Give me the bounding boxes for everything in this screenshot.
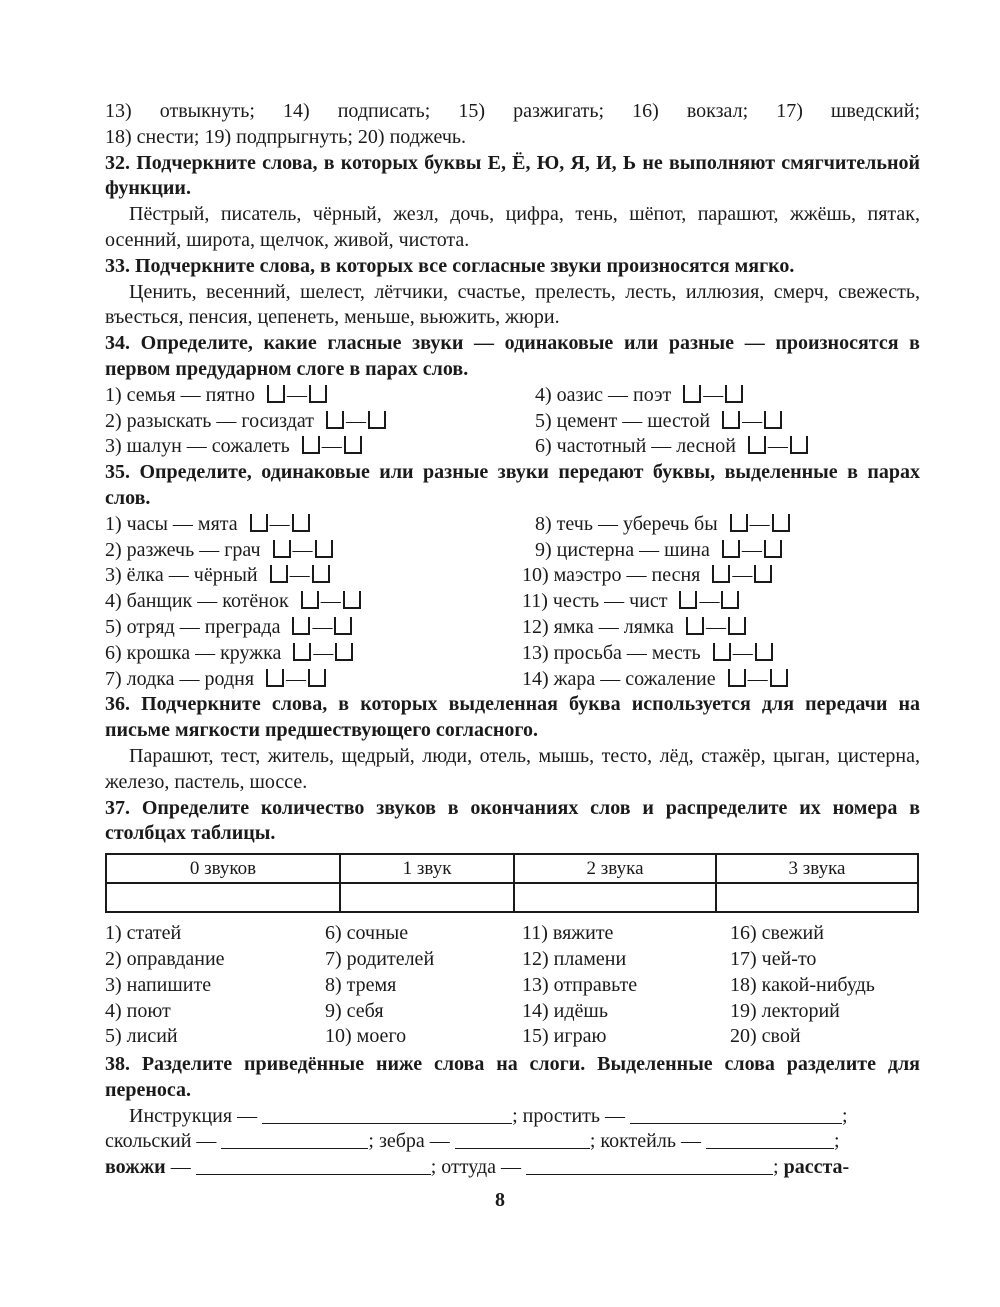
pair-text: 9) цистерна — шина — [535, 538, 710, 561]
pair-text: 2) разыскать — госиздат — [105, 409, 314, 432]
exercise-34-items — [105, 383, 920, 460]
answer-box[interactable] — [728, 617, 746, 635]
answer-box[interactable] — [270, 565, 288, 583]
pair-text: 12) ямка — лямка — [522, 615, 674, 638]
exercise-32-title: 32. Подчеркните слова, в которых буквы Е, Ё, Ю, Я, И, Ь не выполняют смягчительной функции. — [105, 151, 920, 200]
pair-row — [105, 641, 920, 667]
word-item: 19) лекторий — [730, 999, 840, 1022]
pair-text: 4) банщик — котёнок — [105, 590, 289, 613]
answer-box[interactable] — [725, 385, 743, 403]
pair-row — [105, 512, 920, 538]
word-row — [105, 999, 920, 1025]
exercise-35-title: 35. Определите, одинаковые или разные звуки передают буквы, выделенные в парах слов. — [105, 461, 920, 509]
word-pair: 6) крошка — кружка — — [105, 641, 535, 667]
answer-box[interactable] — [292, 514, 310, 532]
answer-blank[interactable] — [706, 1130, 834, 1149]
table-header: 0 звуков — [106, 854, 340, 883]
table-answer-cell[interactable] — [340, 883, 514, 912]
word-pair: 10) маэстро — песня — — [522, 563, 774, 589]
word-pair: 6) частотный — лесной — — [535, 434, 810, 460]
word-pair: 1) часы — мята — — [105, 512, 535, 538]
exercise-33-title: 33. Подчеркните слова, в которых все согласные звуки произносятся мягко. — [105, 254, 795, 277]
answer-box[interactable] — [308, 669, 326, 687]
answer-box[interactable] — [250, 514, 268, 532]
word-pair: 7) лодка — родня — — [105, 667, 535, 693]
pair-row — [105, 667, 920, 693]
pair-text: 8) течь — уберечь бы — [535, 512, 718, 535]
answer-box[interactable] — [293, 643, 311, 661]
pair-row — [105, 409, 920, 435]
answer-box[interactable] — [686, 617, 704, 635]
word-row — [105, 947, 920, 973]
pair-row — [105, 589, 920, 615]
word-pair: 13) просьба — месть — — [522, 641, 775, 667]
exercise-37-words — [105, 921, 920, 1050]
word-pair: 2) разжечь — грач — — [105, 538, 535, 564]
pair-text: 14) жара — сожаление — [522, 667, 716, 690]
answer-box[interactable] — [748, 436, 766, 454]
answer-table — [105, 853, 919, 913]
word-pair: 3) шалун — сожалеть — — [105, 434, 535, 460]
word-item: 17) чей-то — [730, 947, 817, 970]
answer-box[interactable] — [728, 669, 746, 687]
pair-row — [105, 383, 920, 409]
pair-text: 5) цемент — шестой — [535, 409, 711, 432]
answer-box[interactable] — [721, 591, 739, 609]
answer-box[interactable] — [334, 617, 352, 635]
word-pair: 4) оазис — поэт — — [535, 383, 745, 409]
pair-text: 5) отряд — преграда — [105, 615, 281, 638]
answer-box[interactable] — [754, 565, 772, 583]
answer-blank[interactable] — [630, 1105, 842, 1124]
exercise-34-title: 34. Определите, какие гласные звуки — одинаковые или разные — произносятся в первом предударном слоге в парах слов. — [105, 332, 920, 380]
word-item: 7) родителей — [325, 947, 435, 970]
word-pair: 8) течь — уберечь бы — — [535, 512, 792, 538]
word-item: 1) статей — [105, 922, 182, 945]
word-row — [105, 921, 920, 947]
answer-box[interactable] — [312, 565, 330, 583]
word-pair: 5) отряд — преграда — — [105, 615, 535, 641]
table-answer-cell[interactable] — [106, 883, 340, 912]
pair-row — [105, 615, 920, 641]
answer-box[interactable] — [302, 436, 320, 454]
word-item: 12) пламени — [522, 947, 627, 970]
word-item: 20) свой — [730, 1025, 801, 1048]
answer-box[interactable] — [713, 643, 731, 661]
pair-row — [105, 538, 920, 564]
fill-line: скольский — ; зебра — ; коктейль — ; — [105, 1130, 840, 1153]
pair-text: 6) частотный — лесной — [535, 435, 736, 458]
word-item: 13) отправьте — [522, 973, 638, 996]
answer-box[interactable] — [712, 565, 730, 583]
fill-line: вожжи — ; оттуда — ; расста- — [105, 1156, 850, 1179]
answer-box[interactable] — [315, 540, 333, 558]
exercise-36-title: 36. Подчеркните слова, в которых выделенная буква используется для передачи на письме мягкости предшествующего согласного. — [105, 693, 920, 742]
word-item: 16) свежий — [730, 922, 824, 945]
answer-box[interactable] — [368, 411, 386, 429]
word-item: 4) поют — [105, 999, 171, 1022]
pair-text: 6) крошка — кружка — [105, 641, 282, 664]
table-answer-cell[interactable] — [716, 883, 918, 912]
exercise-32-text: Пёстрый, писатель, чёрный, жезл, дочь, цифра, тень, шёпот, парашют, жжёшь, пятак, осенний, широта, щелчок, живой, чистота. — [105, 203, 920, 251]
answer-box[interactable] — [770, 669, 788, 687]
answer-blank[interactable] — [262, 1105, 512, 1124]
answer-box[interactable] — [772, 514, 790, 532]
word-pair: 4) банщик — котёнок — — [105, 589, 535, 615]
answer-blank[interactable] — [221, 1130, 368, 1149]
word-item: 14) идёшь — [522, 999, 608, 1022]
pair-row — [105, 563, 920, 589]
answer-box[interactable] — [301, 591, 319, 609]
pair-text: 1) часы — мята — [105, 512, 238, 535]
word-pair: 2) разыскать — госиздат — — [105, 409, 535, 435]
word-row — [105, 973, 920, 999]
pair-text: 4) оазис — поэт — [535, 383, 672, 406]
answer-box[interactable] — [722, 540, 740, 558]
answer-box[interactable] — [790, 436, 808, 454]
answer-box[interactable] — [722, 411, 740, 429]
word-item: 10) моего — [325, 1025, 407, 1048]
exercise-36-text: Парашют, тест, житель, щедрый, люди, отель, мышь, тесто, лёд, стажёр, цыган, цистерна, железо, пастель, шоссе. — [105, 744, 920, 793]
exercise-33-text: Ценить, весенний, шелест, лётчики, счастье, прелесть, лесть, иллюзия, смерч, свежесть, въесться, пенсия, цепенеть, меньше, вьюжить, жюри. — [105, 280, 920, 329]
answer-box[interactable] — [292, 617, 310, 635]
table-header: 3 звука — [716, 854, 918, 883]
pair-text: 1) семья — пятно — [105, 383, 255, 406]
answer-box[interactable] — [679, 591, 697, 609]
exercise-35-items — [105, 512, 920, 693]
pair-row — [105, 434, 920, 460]
word-item: 5) лисий — [105, 1025, 178, 1048]
answer-box[interactable] — [730, 514, 748, 532]
content — [105, 99, 920, 1181]
pair-text: 13) просьба — месть — [522, 641, 701, 664]
exercise-37-title: 37. Определите количество звуков в окончаниях слов и распределите их номера в столбцах таблицы. — [105, 796, 920, 845]
answer-blank[interactable] — [526, 1156, 773, 1175]
word-item: 6) сочные — [325, 922, 409, 945]
word-pair: 14) жара — сожаление — — [522, 667, 790, 693]
word-row — [105, 1024, 920, 1050]
word-item: 15) играю — [522, 1025, 607, 1048]
word-pair: 12) ямка — лямка — — [522, 615, 748, 641]
table-header: 2 звука — [514, 854, 716, 883]
pair-text: 10) маэстро — песня — [522, 564, 701, 587]
intro-line: 13) отвыкнуть; 14) подписать; 15) разжигать; 16) вокзал; 17) шведский; — [105, 100, 920, 122]
table-header: 1 звук — [340, 854, 514, 883]
answer-box[interactable] — [683, 385, 701, 403]
pair-text: 7) лодка — родня — [105, 667, 255, 690]
answer-box[interactable] — [344, 436, 362, 454]
answer-box[interactable] — [273, 540, 291, 558]
word-pair: 3) ёлка — чёрный — — [105, 563, 535, 589]
word-item: 18) какой-нибудь — [730, 973, 875, 996]
word-item: 9) себя — [325, 999, 384, 1022]
word-item: 2) оправдание — [105, 947, 225, 970]
answer-box[interactable] — [343, 591, 361, 609]
word-pair: 11) честь — чист — — [522, 589, 741, 615]
word-pair: 1) семья — пятно — — [105, 383, 535, 409]
fill-line: Инструкция — ; простить — ; — [129, 1104, 848, 1127]
pair-text: 3) шалун — сожалеть — [105, 435, 290, 458]
answer-box[interactable] — [309, 385, 327, 403]
pair-text: 3) ёлка — чёрный — [105, 564, 258, 587]
word-item: 3) напишите — [105, 973, 212, 996]
answer-blank[interactable] — [196, 1156, 431, 1175]
answer-box[interactable] — [266, 669, 284, 687]
word-pair: 9) цистерна — шина — — [535, 538, 784, 564]
answer-box[interactable] — [326, 411, 344, 429]
exercise-38-title: 38. Разделите приведённые ниже слова на слоги. Выделенные слова разделите для переноса. — [105, 1053, 920, 1101]
answer-box[interactable] — [755, 643, 773, 661]
word-item: 11) вяжите — [522, 922, 614, 945]
pair-text: 11) честь — чист — [522, 590, 668, 613]
intro-line: 18) снести; 19) подпрыгнуть; 20) поджечь. — [105, 125, 466, 148]
table-answer-cell[interactable] — [514, 883, 716, 912]
word-pair: 5) цемент — шестой — — [535, 409, 784, 435]
word-item: 8) тремя — [325, 973, 397, 996]
answer-blank[interactable] — [455, 1130, 590, 1149]
answer-box[interactable] — [764, 411, 782, 429]
answer-box[interactable] — [764, 540, 782, 558]
answer-box[interactable] — [267, 385, 285, 403]
pair-text: 2) разжечь — грач — [105, 538, 261, 561]
answer-box[interactable] — [335, 643, 353, 661]
page-number: 8 — [495, 1189, 505, 1211]
